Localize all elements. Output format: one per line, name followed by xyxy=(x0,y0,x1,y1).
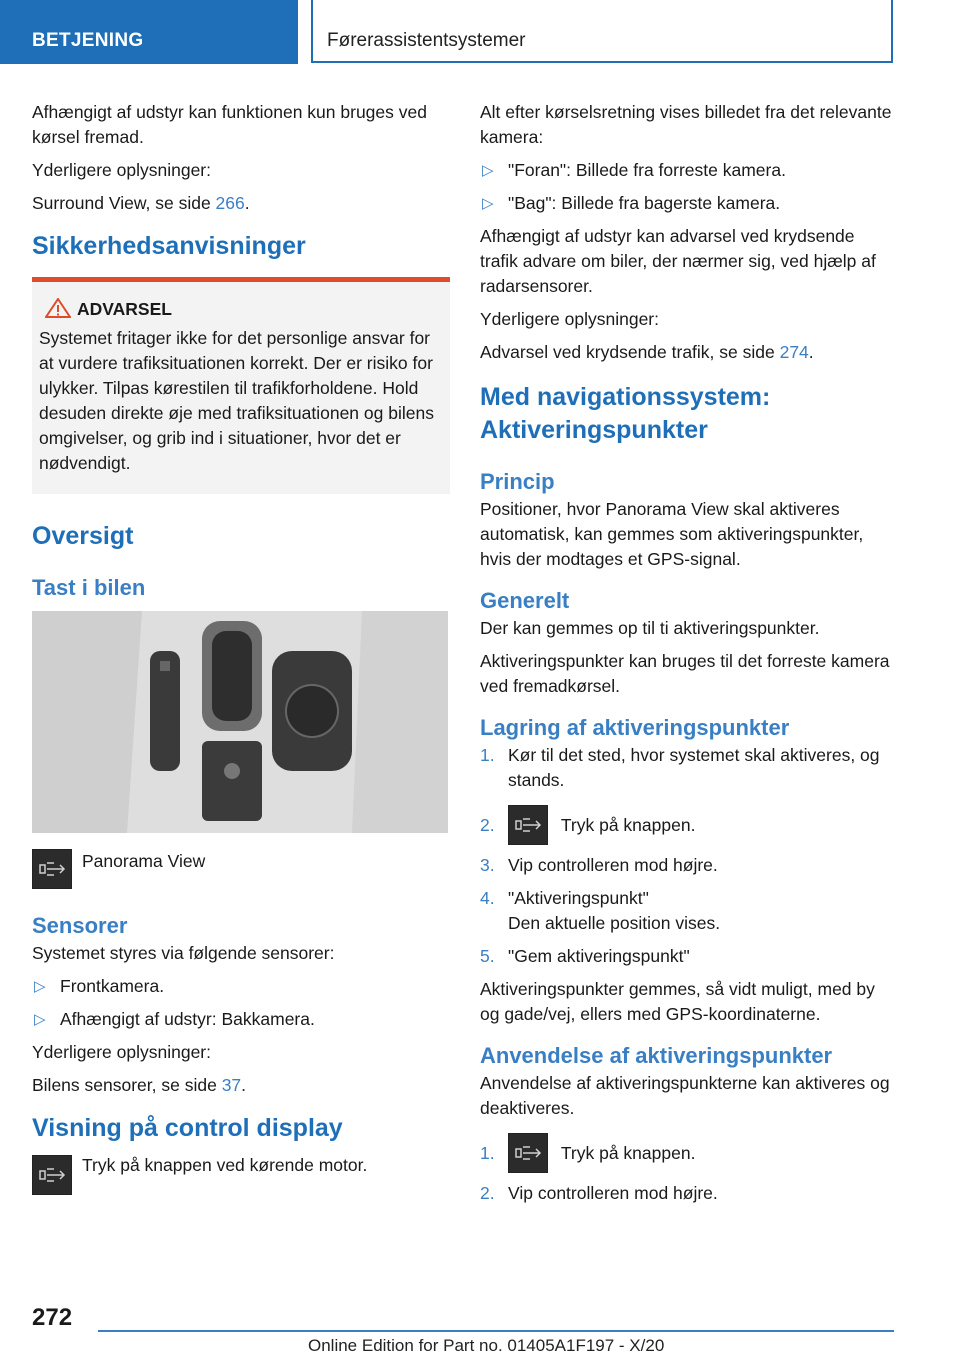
center-console-photo xyxy=(32,611,448,833)
use-step: 2. Vip controlleren mod højre. xyxy=(480,1183,718,1203)
use-intro: Anvendelse af aktiveringspunkterne kan aktiveres og deaktiveres. xyxy=(480,1073,890,1118)
heading-use-points: Anvendelse af aktiveringspunkter xyxy=(480,1043,833,1068)
sensors-intro: Systemet styres via følgende sensorer: xyxy=(32,943,335,963)
cross-traffic-text: Afhængigt af udstyr kan advarsel ved krydsende trafik advare om biler, der nærmer sig, ved hjælp af radarsensorer. xyxy=(480,226,876,296)
sensor-item: ▷ Afhængigt af udstyr: Bakkamera. xyxy=(32,1007,450,1032)
panorama-view-row xyxy=(32,847,450,893)
sensor-item: ▷ Frontkamera. xyxy=(32,974,450,999)
save-step: 1. Kør til det sted, hvor systemet skal aktiveres, og stands. xyxy=(480,745,880,790)
page-link-274[interactable]: 274 xyxy=(779,342,809,362)
footer-divider xyxy=(98,1330,894,1332)
page-number: 272 xyxy=(32,1304,73,1331)
right-column xyxy=(480,100,894,1214)
cross-reference: Surround View, se side 266. xyxy=(32,193,250,213)
heading-navigation: Med navigationssystem: Aktiveringspunkter xyxy=(480,383,771,444)
camera-item: ▷ "Foran": Billede fra forreste kamera. xyxy=(480,158,894,183)
save-note: Aktiveringspunkter gemmes, så vidt muligt, med by og gade/vej, ellers med GPS-koordinaterne. xyxy=(480,979,875,1024)
cross-reference: Bilens sensorer, se side 37. xyxy=(32,1075,247,1095)
principle-text: Positioner, hvor Panorama View skal aktiveres automatisk, kan gemmes som aktiveringspunkter, hvis der modtages et GPS-signal. xyxy=(480,499,864,569)
warning-icon xyxy=(45,298,71,318)
camera-item: ▷ "Bag": Billede fra bagerste kamera. xyxy=(480,191,894,216)
heading-general: Generelt xyxy=(480,588,570,613)
bullet-icon: ▷ xyxy=(34,978,46,995)
save-step: 5. "Gem aktiveringspunkt" xyxy=(480,946,690,966)
edition-text: Online Edition for Part no. 01405A1F197 - X/20 xyxy=(308,1336,665,1355)
panorama-view-button-icon xyxy=(32,1155,72,1195)
display-instruction-row xyxy=(32,1153,450,1199)
heading-principle: Princip xyxy=(480,469,555,494)
heading-sensors: Sensorer xyxy=(32,913,128,938)
save-step: 2. Tryk på knappen. xyxy=(480,805,894,845)
bullet-icon: ▷ xyxy=(34,1011,46,1028)
more-info-label: Yderligere oplysninger: xyxy=(480,309,659,329)
page-link-37[interactable]: 37 xyxy=(221,1075,242,1095)
display-instruction: Tryk på knappen ved kørende motor. xyxy=(82,1155,368,1175)
warning-title: ADVARSEL xyxy=(39,296,442,322)
general-text: Der kan gemmes op til ti aktiveringspunkter. xyxy=(480,618,820,638)
save-step: 4. "Aktiveringspunkt" xyxy=(480,888,649,908)
more-info-label: Yderligere oplysninger: xyxy=(32,1042,211,1062)
chapter-title: Førerassistentsystemer xyxy=(327,30,526,51)
save-step: 3. Vip controlleren mod højre. xyxy=(480,855,718,875)
save-step-note: Den aktuelle position vises. xyxy=(508,913,721,933)
section-tab xyxy=(0,0,298,64)
bullet-icon: ▷ xyxy=(482,162,494,179)
general-text: Aktiveringspunkter kan bruges til det forreste kamera ved fremadkørsel. xyxy=(480,651,890,696)
left-column xyxy=(32,100,450,1199)
heading-save-points: Lagring af aktiveringspunkter xyxy=(480,715,790,740)
panorama-view-button-icon xyxy=(508,805,548,845)
section-title: BETJENING xyxy=(32,30,144,51)
more-info-label: Yderligere oplysninger: xyxy=(32,160,211,180)
bullet-icon: ▷ xyxy=(482,195,494,212)
intro-text: Afhængigt af udstyr kan funktionen kun bruges ved kørsel fremad. xyxy=(32,102,427,147)
use-step: 1. Tryk på knappen. xyxy=(480,1133,894,1173)
warning-box xyxy=(32,277,450,494)
heading-overview: Oversigt xyxy=(32,522,134,550)
camera-intro: Alt efter kørselsretning vises billedet fra det relevante kamera: xyxy=(480,102,892,147)
panorama-view-label: Panorama View xyxy=(82,851,206,871)
warning-text: Systemet fritager ikke for det personlige ansvar for at vurdere trafiksituationen korrekt. Der er risiko for ulykker. Tilpas kørestilen til trafikforholdene. Hold desuden direkte øje med trafiksituationen og bilens omgivelser, og grib ind i situationer, hvor det er nødvendigt. xyxy=(39,328,434,473)
panorama-view-button-icon xyxy=(32,849,72,889)
chapter-tab xyxy=(311,0,893,63)
cross-reference: Advarsel ved krydsende trafik, se side 274. xyxy=(480,342,814,362)
page-link-266[interactable]: 266 xyxy=(215,193,245,213)
panorama-view-button-icon xyxy=(508,1133,548,1173)
heading-control-display: Visning på control display xyxy=(32,1114,343,1142)
heading-safety: Sikkerhedsanvisninger xyxy=(32,232,306,260)
heading-button-in-car: Tast i bilen xyxy=(32,575,146,600)
